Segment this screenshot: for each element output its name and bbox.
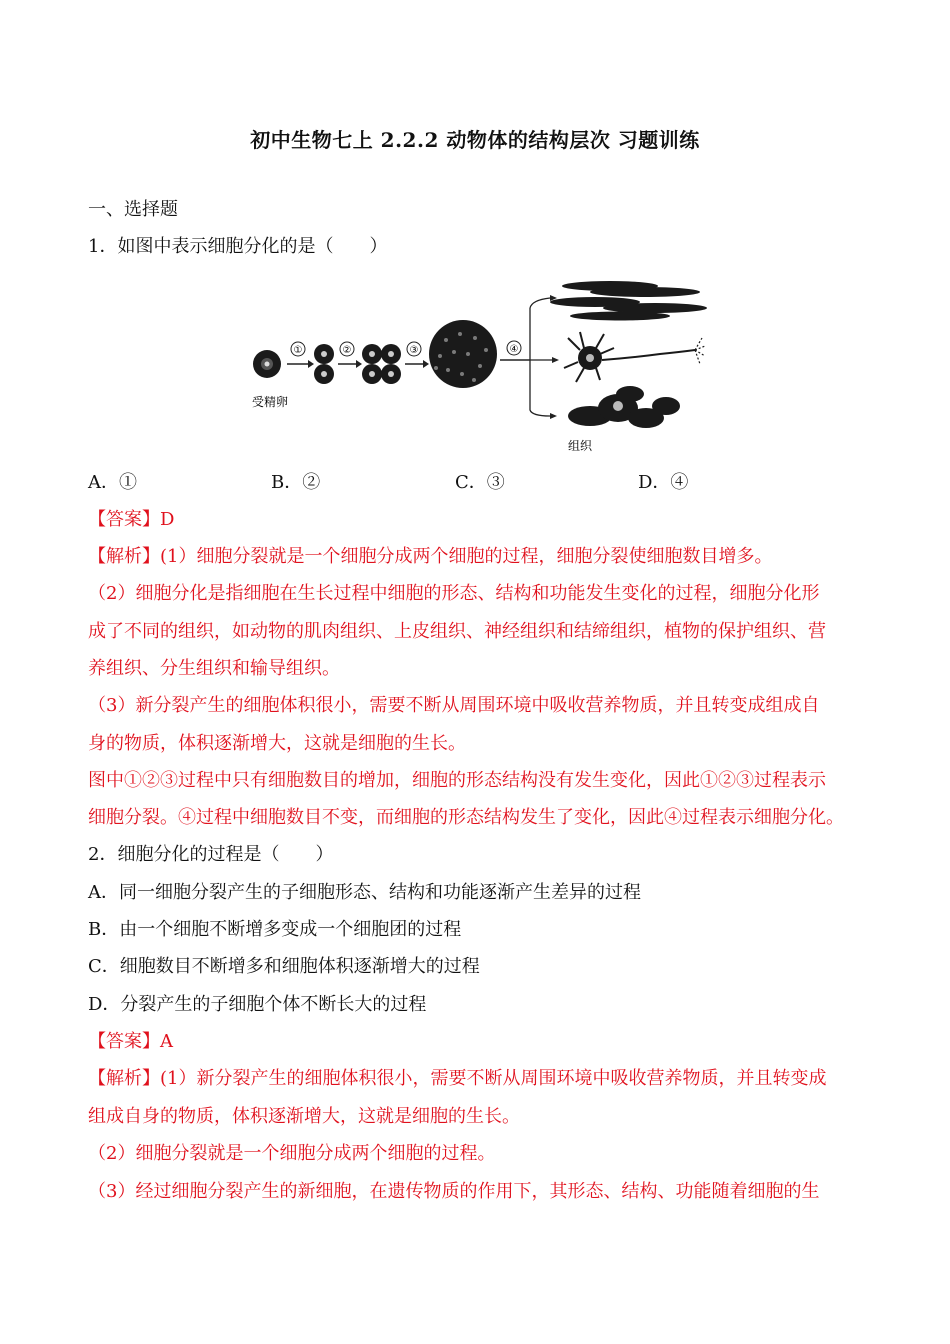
q2-option-d: D．分裂产生的子细胞个体不断长大的过程 bbox=[88, 994, 427, 1015]
q2-option-c: C．细胞数目不断增多和细胞体积逐渐增大的过程 bbox=[88, 956, 480, 977]
q1-analysis-line: 【解析】(1）细胞分裂就是一个细胞分成两个细胞的过程，细胞分裂使细胞数目增多。 bbox=[88, 546, 773, 567]
q1-option-c: C．③ bbox=[455, 472, 505, 493]
q1-analysis-line: 细胞分裂。④过程中细胞数目不变，而细胞的形态结构发生了变化，因此④过程表示细胞分化。 bbox=[88, 807, 844, 828]
nerve-cell bbox=[564, 332, 705, 382]
two-cell-stage bbox=[314, 344, 334, 384]
document-title: 初中生物七上 2.2.2 动物体的结构层次 习题训练 bbox=[250, 128, 700, 152]
arrow-label-1: ① bbox=[293, 345, 303, 356]
connective-tissue bbox=[568, 386, 680, 428]
q1-analysis-line: 成了不同的组织，如动物的肌肉组织、上皮组织、神经组织和结缔组织，植物的保护组织、营 bbox=[88, 621, 826, 642]
fertilized-egg-cell bbox=[253, 350, 281, 378]
arrow-step-4 bbox=[500, 295, 559, 419]
label-fertilized-egg: 受精卵 bbox=[251, 395, 289, 409]
q1-option-d: D．④ bbox=[638, 472, 689, 493]
arrow-step-3 bbox=[405, 342, 429, 368]
q2-option-b: B．由一个细胞不断增多变成一个细胞团的过程 bbox=[88, 919, 462, 940]
q1-analysis-line: 图中①②③过程中只有细胞数目的增加，细胞的形态结构没有发生变化，因此①②③过程表示 bbox=[88, 770, 826, 791]
label-tissue: 组织 bbox=[567, 439, 593, 453]
section-heading: 一、选择题 bbox=[88, 199, 178, 220]
q1-answer: 【答案】D bbox=[88, 509, 175, 530]
q1-option-a: A．① bbox=[88, 472, 137, 493]
arrow-step-1 bbox=[287, 342, 314, 368]
question-1-stem: 1．如图中表示细胞分化的是（ ） bbox=[88, 236, 388, 257]
arrow-label-4: ④ bbox=[509, 344, 519, 355]
q1-analysis-line: 身的物质，体积逐渐增大，这就是细胞的生长。 bbox=[88, 733, 466, 754]
q2-option-a: A．同一细胞分裂产生的子细胞形态、结构和功能逐渐产生差异的过程 bbox=[88, 882, 641, 903]
q2-answer: 【答案】A bbox=[88, 1031, 173, 1052]
muscle-tissue bbox=[550, 281, 707, 321]
q1-analysis-line: （2）细胞分化是指细胞在生长过程中细胞的形态、结构和功能发生变化的过程，细胞分化形 bbox=[88, 583, 820, 604]
arrow-step-2 bbox=[338, 342, 362, 368]
q2-analysis-line: 组成自身的物质，体积逐渐增大，这就是细胞的生长。 bbox=[88, 1106, 520, 1127]
q1-analysis-line: 养组织、分生组织和输导组织。 bbox=[88, 658, 340, 679]
arrow-label-2: ② bbox=[342, 345, 352, 356]
q2-analysis-line: （2）细胞分裂就是一个细胞分成两个细胞的过程。 bbox=[88, 1143, 496, 1164]
q1-analysis-line: （3）新分裂产生的细胞体积很小，需要不断从周围环境中吸收营养物质，并且转变成组成自 bbox=[88, 695, 820, 716]
question-2-stem: 2．细胞分化的过程是（ ） bbox=[88, 844, 334, 865]
q2-analysis-line: （3）经过细胞分裂产生的新细胞，在遗传物质的作用下，其形态、结构、功能随着细胞的生 bbox=[88, 1181, 820, 1202]
cell-mass bbox=[429, 320, 497, 388]
arrow-label-3: ③ bbox=[409, 345, 419, 356]
q1-option-b: B．② bbox=[271, 472, 321, 493]
four-cell-stage bbox=[362, 344, 401, 384]
cell-differentiation-figure bbox=[250, 278, 710, 454]
q2-analysis-line: 【解析】(1）新分裂产生的细胞体积很小，需要不断从周围环境中吸收营养物质，并且转变成 bbox=[88, 1068, 827, 1089]
